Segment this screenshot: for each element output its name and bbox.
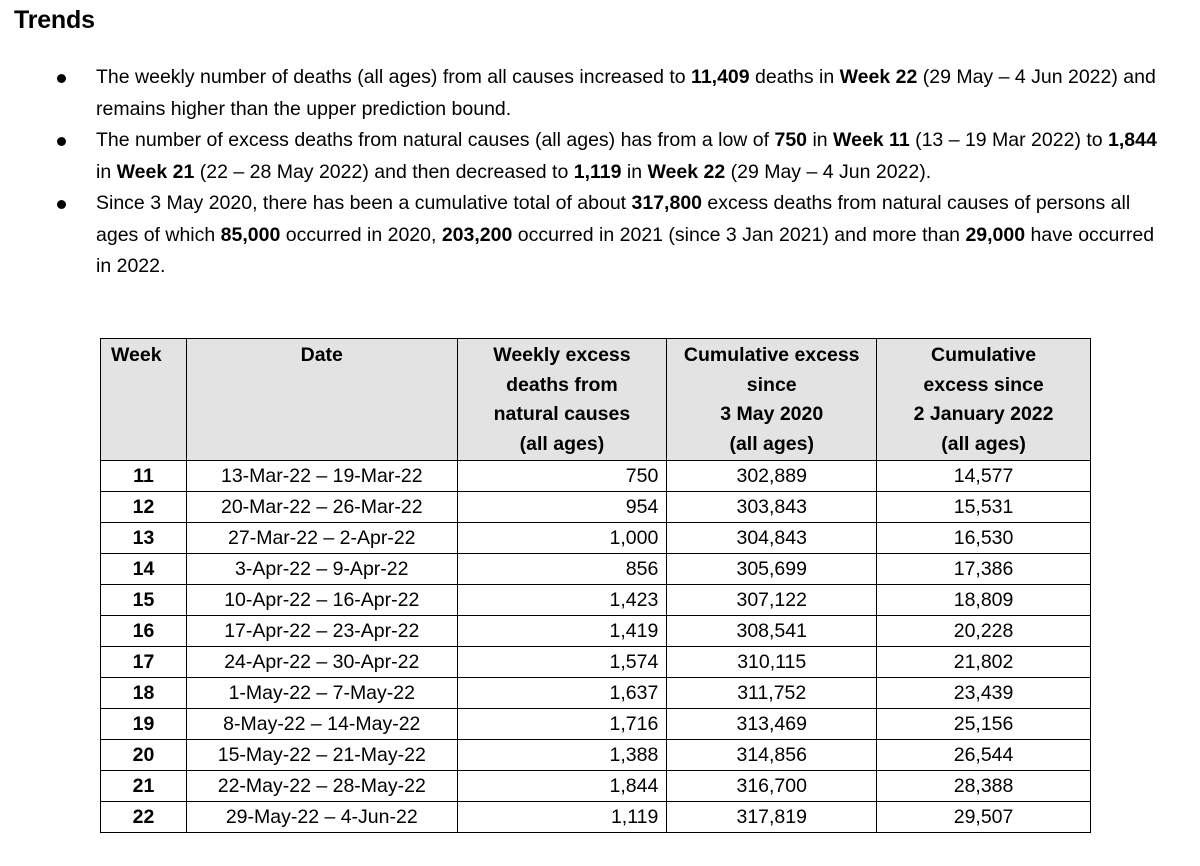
table-row	[101, 554, 1091, 585]
column-header-line: deaths from	[506, 373, 618, 396]
bullet-item	[0, 62, 1200, 125]
column-header-line: Week	[111, 344, 162, 366]
cell-week: 17	[101, 647, 187, 678]
bullet-segment: excess deaths from natural causes of persons all ages of which	[96, 192, 1131, 246]
cell-week: 12	[101, 492, 187, 523]
cell-date: 17-Apr-22 – 23-Apr-22	[186, 616, 457, 647]
column-header-cumulative-since-2022	[877, 339, 1091, 461]
cell-week: 16	[101, 616, 187, 647]
cell-weekly-excess: 1,388	[457, 740, 667, 771]
bullet-segment: in	[807, 129, 834, 151]
column-header-line: Date	[300, 344, 343, 366]
table-row	[101, 461, 1091, 492]
table-row	[101, 678, 1091, 709]
excess-deaths-table	[100, 338, 1091, 833]
cell-week: 18	[101, 678, 187, 709]
bullet-segment: The weekly number of deaths (all ages) from all causes increased to	[96, 66, 692, 88]
table-row	[101, 585, 1091, 616]
cell-date: 22-May-22 – 28-May-22	[186, 771, 457, 802]
column-header-line: natural causes	[493, 403, 631, 425]
column-header-line: Cumulative excess	[683, 344, 860, 366]
cell-cumulative-since-2020: 311,752	[667, 678, 877, 709]
cell-date: 10-Apr-22 – 16-Apr-22	[186, 585, 457, 616]
cell-cumulative-since-2020: 316,700	[667, 771, 877, 802]
cell-cumulative-since-2022: 18,809	[877, 585, 1091, 616]
cell-cumulative-since-2020: 302,889	[667, 461, 877, 492]
cell-date: 13-Mar-22 – 19-Mar-22	[186, 461, 457, 492]
cell-weekly-excess: 1,844	[457, 771, 667, 802]
bullet-segment: occurred in 2020,	[280, 223, 442, 246]
bullet-text	[96, 66, 1156, 120]
bullet-segment: have occurred in 2022.	[96, 223, 1155, 277]
column-header-line: Weekly excess	[493, 344, 631, 366]
bullet-segment: (22 – 28 May 2022) and then decreased to	[194, 160, 574, 183]
bullet-item	[0, 125, 1200, 188]
cell-cumulative-since-2022: 25,156	[877, 709, 1091, 740]
bullet-highlight: Week 11	[833, 129, 910, 151]
bullet-highlight: 29,000	[965, 223, 1026, 246]
column-header-line: (all ages)	[519, 432, 605, 455]
bullet-highlight: 1,844	[1108, 129, 1157, 151]
table-row	[101, 616, 1091, 647]
bullet-highlight: 85,000	[220, 223, 281, 246]
column-header-line: 2 January 2022	[913, 403, 1054, 425]
bullet-highlight: 11,409	[691, 66, 750, 88]
cell-date: 3-Apr-22 – 9-Apr-22	[186, 554, 457, 585]
cell-week: 21	[101, 771, 187, 802]
cell-date: 15-May-22 – 21-May-22	[186, 740, 457, 771]
cell-cumulative-since-2022: 29,507	[877, 802, 1091, 833]
cell-week: 15	[101, 585, 187, 616]
cell-cumulative-since-2022: 21,802	[877, 647, 1091, 678]
cell-cumulative-since-2020: 313,469	[667, 709, 877, 740]
table-row	[101, 802, 1091, 833]
cell-weekly-excess: 1,419	[457, 616, 667, 647]
cell-week: 19	[101, 709, 187, 740]
cell-cumulative-since-2022: 23,439	[877, 678, 1091, 709]
cell-cumulative-since-2020: 314,856	[667, 740, 877, 771]
cell-weekly-excess: 1,119	[457, 802, 667, 833]
table-row	[101, 647, 1091, 678]
bullet-highlight: Week 22	[839, 66, 918, 88]
column-header-weekly-excess	[457, 339, 667, 461]
column-header-cumulative-since-2020	[667, 339, 877, 461]
cell-week: 22	[101, 802, 187, 833]
trends-bullet-list	[0, 62, 1200, 283]
bullet-segment: (29 May – 4 Jun 2022).	[725, 160, 932, 183]
column-header-line: (all ages)	[941, 432, 1026, 455]
cell-cumulative-since-2020: 310,115	[667, 647, 877, 678]
cell-weekly-excess: 856	[457, 554, 667, 585]
cell-date: 8-May-22 – 14-May-22	[186, 709, 457, 740]
bullet-segment: (29 May – 4 Jun 2022) and remains higher than the upper prediction bound.	[96, 66, 1156, 120]
cell-weekly-excess: 954	[457, 492, 667, 523]
cell-cumulative-since-2022: 15,531	[877, 492, 1091, 523]
cell-date: 27-Mar-22 – 2-Apr-22	[186, 523, 457, 554]
bullet-highlight: 203,200	[441, 223, 513, 246]
cell-weekly-excess: 1,000	[457, 523, 667, 554]
bullet-segment: in	[96, 160, 117, 183]
cell-date: 24-Apr-22 – 30-Apr-22	[186, 647, 457, 678]
cell-week: 14	[101, 554, 187, 585]
bullet-segment: (13 – 19 Mar 2022) to	[909, 129, 1109, 151]
bullet-dot-icon	[57, 137, 66, 146]
cell-cumulative-since-2022: 14,577	[877, 461, 1091, 492]
cell-weekly-excess: 1,716	[457, 709, 667, 740]
cell-cumulative-since-2020: 303,843	[667, 492, 877, 523]
column-header-line: Cumulative	[931, 344, 1037, 366]
column-header-date	[186, 339, 457, 461]
cell-weekly-excess: 750	[457, 461, 667, 492]
table-header-row	[101, 339, 1091, 461]
column-header-line: (all ages)	[729, 432, 814, 455]
cell-cumulative-since-2020: 308,541	[667, 616, 877, 647]
cell-week: 20	[101, 740, 187, 771]
cell-weekly-excess: 1,637	[457, 678, 667, 709]
bullet-segment: The number of excess deaths from natural causes (all ages) has from a low of	[96, 129, 775, 151]
bullet-text	[96, 129, 1157, 183]
table-body	[101, 461, 1091, 833]
bullet-highlight: 1,119	[573, 160, 622, 183]
cell-cumulative-since-2022: 20,228	[877, 616, 1091, 647]
cell-date: 20-Mar-22 – 26-Mar-22	[186, 492, 457, 523]
cell-weekly-excess: 1,574	[457, 647, 667, 678]
table-row	[101, 771, 1091, 802]
column-header-line: since	[746, 373, 797, 396]
cell-cumulative-since-2022: 17,386	[877, 554, 1091, 585]
column-header-line: 3 May 2020	[720, 403, 824, 425]
cell-week: 13	[101, 523, 187, 554]
table-row	[101, 523, 1091, 554]
cell-week: 11	[101, 461, 187, 492]
cell-weekly-excess: 1,423	[457, 585, 667, 616]
cell-cumulative-since-2020: 317,819	[667, 802, 877, 833]
bullet-highlight: Week 21	[116, 160, 195, 183]
table-row	[101, 492, 1091, 523]
column-header-line: excess since	[923, 373, 1044, 396]
cell-cumulative-since-2020: 305,699	[667, 554, 877, 585]
cell-cumulative-since-2022: 16,530	[877, 523, 1091, 554]
cell-cumulative-since-2022: 28,388	[877, 771, 1091, 802]
bullet-highlight: 317,800	[631, 192, 703, 214]
bullet-item	[0, 188, 1200, 283]
cell-date: 1-May-22 – 7-May-22	[186, 678, 457, 709]
bullet-highlight: 750	[774, 129, 808, 151]
bullet-segment: in	[621, 160, 648, 183]
bullet-highlight: Week 22	[647, 160, 726, 183]
cell-cumulative-since-2022: 26,544	[877, 740, 1091, 771]
bullet-segment: occurred in 2021 (since 3 Jan 2021) and more than	[512, 223, 966, 246]
bullet-dot-icon	[57, 200, 66, 209]
column-header-week	[101, 339, 187, 461]
page-heading: Trends	[14, 6, 95, 34]
bullet-dot-icon	[57, 74, 66, 83]
table-row	[101, 709, 1091, 740]
bullet-text	[96, 192, 1154, 277]
cell-cumulative-since-2020: 307,122	[667, 585, 877, 616]
cell-date: 29-May-22 – 4-Jun-22	[186, 802, 457, 833]
bullet-segment: Since 3 May 2020, there has been a cumulative total of about	[96, 192, 632, 214]
table-row	[101, 740, 1091, 771]
bullet-segment: deaths in	[749, 66, 840, 88]
cell-cumulative-since-2020: 304,843	[667, 523, 877, 554]
